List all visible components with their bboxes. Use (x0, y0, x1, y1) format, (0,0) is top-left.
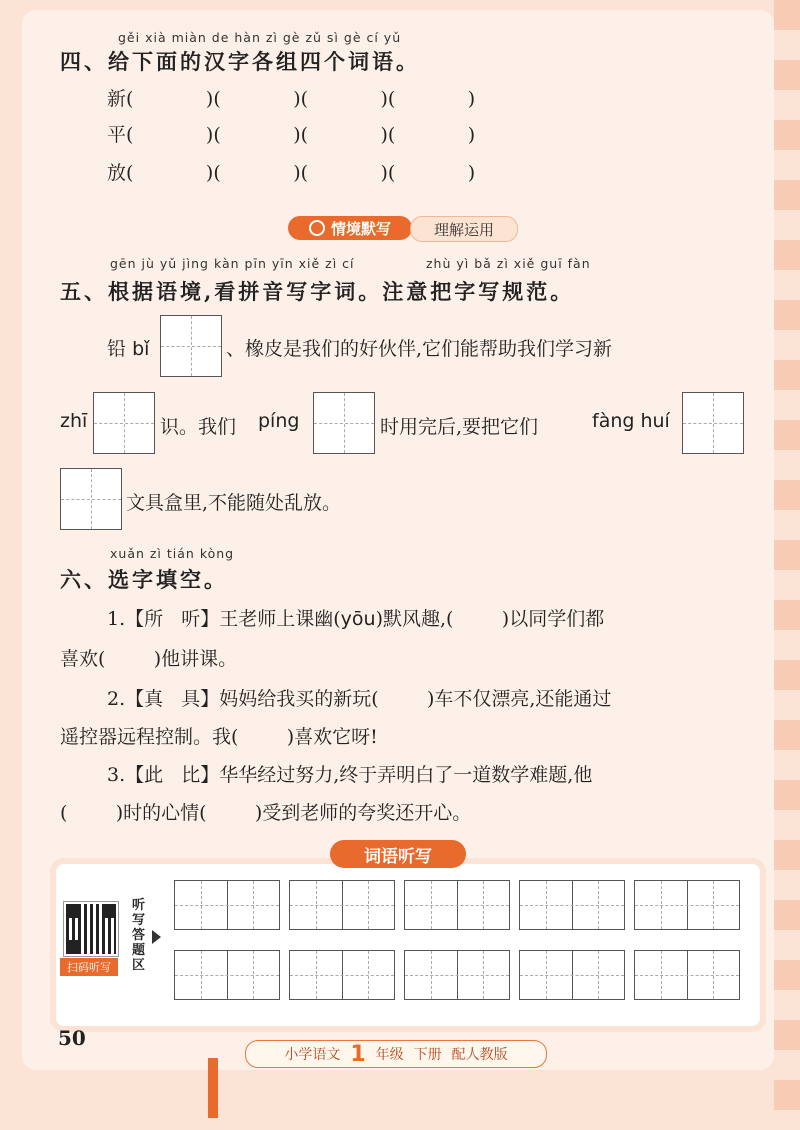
grade-number: 1 (350, 1041, 366, 1067)
writing-box[interactable] (60, 468, 122, 530)
subject-label: 小学语文 (284, 1047, 341, 1063)
pinyin-prompt: píng (258, 410, 300, 432)
word-row-blanks[interactable]: ( )( )( )( ) (126, 162, 476, 184)
writing-box[interactable] (93, 392, 155, 454)
question-2: 2.【真 具】妈妈给我买的新玩( )车不仅漂亮,还能通过 (107, 688, 612, 710)
word-row-char: 平 (107, 124, 127, 146)
dictation-box[interactable] (519, 950, 625, 1000)
pinyin-prompt: bǐ (132, 338, 150, 360)
section5-heading: 五、根据语境,看拼音写字词。注意把字写规范。 (60, 279, 575, 304)
writing-box[interactable] (313, 392, 375, 454)
badge-icon (309, 220, 325, 236)
question-text: 1.【所 听】王老师上课幽( (107, 608, 341, 630)
dictation-box[interactable] (519, 880, 625, 930)
dictation-box[interactable] (634, 950, 740, 1000)
text-fragment: 文具盒里,不能随处乱放。 (126, 492, 342, 514)
section5-pinyin-left: gēn jù yǔ jìng kàn pīn yīn xiě zì cí (110, 256, 355, 271)
writing-box[interactable] (682, 392, 744, 454)
text-fragment: 时用完后,要把它们 (380, 416, 539, 438)
writing-box[interactable] (160, 315, 222, 377)
scan-label: 扫码听写 (60, 958, 118, 976)
section4-pinyin: gěi xià miàn de hàn zì gè zǔ sì gè cí yǔ (118, 30, 402, 45)
word-row-char: 放 (107, 162, 127, 184)
dictation-box[interactable] (289, 880, 395, 930)
badge-label: 情境默写 (330, 219, 391, 238)
qr-code[interactable] (64, 902, 118, 956)
text-line (107, 334, 149, 361)
section6-pinyin: xuǎn zì tián kòng (110, 546, 235, 561)
dictation-title: 词语听写 (330, 840, 466, 868)
question-1 (107, 604, 604, 631)
section6-heading: 六、选字填空。 (60, 567, 228, 592)
pinyin-prompt: fàng huí (592, 410, 670, 432)
question-3: 3.【此 比】华华经过努力,终于弄明白了一道数学难题,他 (107, 764, 593, 786)
dictation-box[interactable] (404, 950, 510, 1000)
book-info (245, 1040, 547, 1068)
text-fragment: 、橡皮是我们的好伙伴,它们能帮助我们学习新 (226, 338, 613, 360)
word-row-blanks[interactable]: ( )( )( )( ) (126, 88, 476, 110)
word-row (107, 120, 475, 147)
bookmark-ribbon (208, 1058, 218, 1118)
section4-heading: 四、给下面的汉字各组四个词语。 (60, 49, 420, 74)
badge-sublabel: 理解运用 (410, 216, 518, 242)
dictation-box[interactable] (404, 880, 510, 930)
question-text: )默风趣,( )以同学们都 (375, 608, 605, 630)
word-row (107, 158, 475, 185)
text-fragment: 识。我们 (160, 416, 237, 438)
page-edge-left (0, 0, 22, 1130)
volume-label: 下册 (413, 1047, 442, 1063)
pinyin-note: yōu (340, 608, 376, 630)
text-fragment: 铅 (107, 338, 127, 360)
section5-pinyin-right: zhù yì bǎ zì xiě guī fàn (426, 256, 591, 271)
question-2-cont: 遥控器远程控制。我( )喜欢它呀! (60, 726, 378, 748)
word-row-char: 新 (107, 88, 127, 110)
question-1-cont: 喜欢( )他讲课。 (60, 648, 238, 670)
page-edge-decoration (774, 0, 800, 1130)
section-badge (288, 216, 412, 240)
page-number: 50 (58, 1026, 86, 1050)
edition-label: 配人教版 (451, 1047, 508, 1063)
dictation-box[interactable] (634, 880, 740, 930)
question-3-cont: ( )时的心情( )受到老师的夸奖还开心。 (60, 802, 472, 824)
dictation-box[interactable] (174, 880, 280, 930)
dictation-box[interactable] (289, 950, 395, 1000)
word-row (107, 84, 475, 111)
answer-area-label: 听写答题区 (132, 898, 146, 973)
pinyin-prompt: zhī (60, 410, 88, 432)
word-row-blanks[interactable]: ( )( )( )( ) (126, 124, 476, 146)
arrow-right-icon (152, 930, 161, 944)
dictation-box[interactable] (174, 950, 280, 1000)
grade-label: 年级 (375, 1047, 404, 1063)
